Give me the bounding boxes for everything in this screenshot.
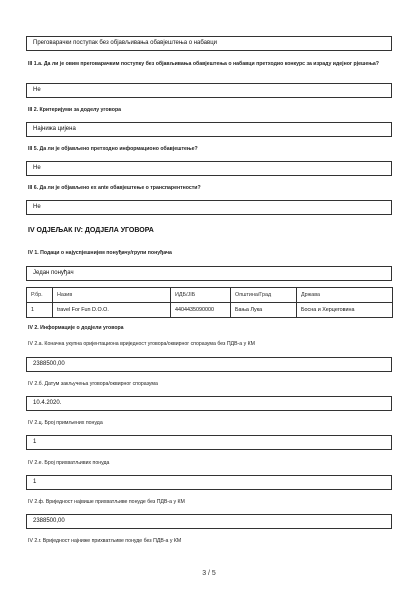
q4-2d-answer: 1 xyxy=(26,475,392,490)
column-header: Општина/Град xyxy=(231,288,297,303)
q4-2b-answer: 10.4.2020. xyxy=(26,396,392,411)
q4-2d-label: IV 2.е. Број прихватљивих понуда xyxy=(28,460,110,466)
q4-2b-label: IV 2.б. Датум закључења уговора/оквирног споразума xyxy=(28,381,158,387)
q3-2-label: III 2. Критеријуми за доделу уговора xyxy=(28,107,122,113)
table-cell: travel For Fun D.O.O. xyxy=(53,303,171,318)
q3-6-answer: Не xyxy=(26,200,392,215)
q3-2-answer: Најнижа цијена xyxy=(26,122,392,137)
q4-1-label: IV 1. Подаци о најуспјешнијем понуђачу/групи понуђача xyxy=(28,250,172,256)
section-4-title: IV ОДЈЕЉАК IV: ДОДЈЕЛА УГОВОРА xyxy=(28,227,154,234)
q4-2e-label: IV 2.ф. Вриједност највише прихватљиве понуде без ПДВ-а у КМ xyxy=(28,499,185,505)
table-header-row xyxy=(27,288,393,303)
column-header: Назив xyxy=(53,288,171,303)
q3-5-label: III 5. Да ли је објављено претходно информационо обавјештење? xyxy=(28,146,198,152)
table-cell: 1 xyxy=(27,303,53,318)
table-cell: Бања Лука xyxy=(231,303,297,318)
winner-table xyxy=(26,287,393,318)
q4-2c-answer: 1 xyxy=(26,435,392,450)
q3-1-answer: Не xyxy=(26,83,392,98)
page-number: 3 / 5 xyxy=(202,570,216,577)
q3-6-label: III 6. Да ли је објављено ex ante обавјештење о транспарентности? xyxy=(28,185,201,191)
column-header: ИДБ/JIБ xyxy=(171,288,231,303)
q4-2e-answer: 2388500,00 xyxy=(26,514,392,529)
table-row xyxy=(27,303,393,318)
q4-2-title: IV 2. Информације о додјели уговора xyxy=(28,325,124,331)
column-header: Држава xyxy=(297,288,393,303)
q3-1-label: III 1.а. Да ли је овим преговарачким поступку без објављивања обавјештења о набавци претходио конкурс за израду идејног рјешења? xyxy=(28,61,379,67)
column-header: Р.бр. xyxy=(27,288,53,303)
q4-2a-label: IV 2.а. Коначна укупна оријентациона вриједност уговора/оквирног споразума без ПДВ-а у КМ xyxy=(28,341,255,347)
table-cell: Босна и Херцеговина xyxy=(297,303,393,318)
q4-1-answer: Један понуђач xyxy=(26,266,392,281)
procedure-type-field: Преговарачки поступак без објављивања обавјештења о набавци xyxy=(26,36,392,51)
q4-2a-answer: 2388500,00 xyxy=(26,357,392,372)
q3-5-answer: Не xyxy=(26,161,392,176)
q4-2f-label: IV 2.г. Вриједност најниже прихватљиве понуде без ПДВ-а у КМ xyxy=(28,538,182,544)
q4-2c-label: IV 2.ц. Број примљених понуда xyxy=(28,420,103,426)
table-cell: 4404435090000 xyxy=(171,303,231,318)
